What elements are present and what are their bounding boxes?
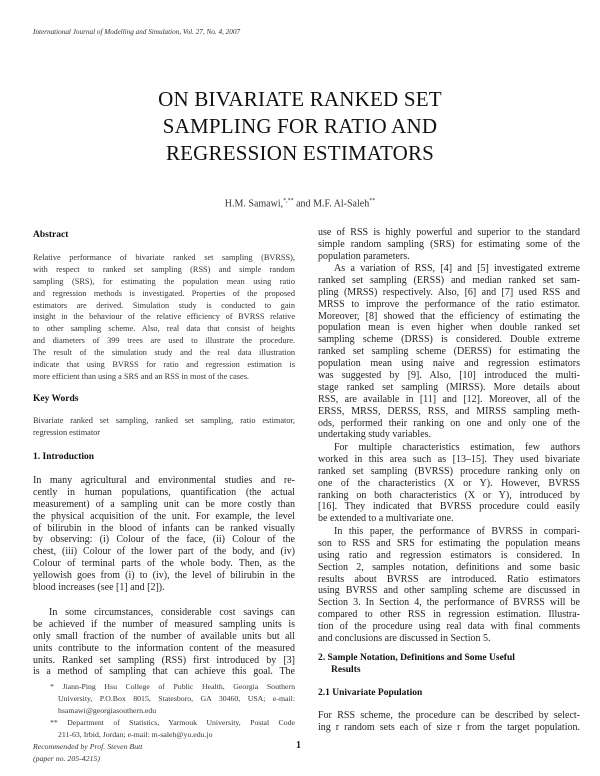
title-line: SAMPLING FOR RATIO AND [162,114,438,138]
text-line: Colour of terminal parts of the whole body. Then, as the [33,558,295,570]
text-line: population mean using naive and regression estimators [318,358,580,370]
text-line: indicate that using BVRSS for ratio and regression estimation is [33,360,295,370]
text-line: population mean is even higher when double ranked set [318,322,580,334]
text-line: pling (MRSS) respectively. Also, [6] and [7] used RSS and [318,286,580,298]
author-affiliation-mark: ** [369,198,376,204]
paragraph [318,710,580,734]
text-line: insight in the behaviour of the relative efficiency of BVRSS relative [33,312,295,322]
text-line: one of the characteristics (X or Y). However, BVRSS [318,477,580,489]
text-line: ranked set sampling (BVRSS) procedure ranking only on [318,465,580,477]
text-line: only small fraction of the number of available units but all [33,630,295,642]
text-line: more efficient than using a SRS and an RSS in most of the cases. [33,371,249,381]
text-line: ing r random sets each of size r from the target population. [318,721,580,733]
author-name: M.F. Al-Saleh [313,198,370,210]
author-affiliation-mark: *,** [283,198,294,204]
text-line: worked in this area such as [13–15]. They used bivariate [318,453,580,465]
text-line: regression estimator [33,427,101,437]
text-line: son to RSS and SRS for estimating the population means [318,537,580,549]
text-line: ranked set sampling scheme (DERSS) for estimating the [318,346,580,358]
text-line: units contribute to the information content of the measured [33,642,295,654]
text-line: of bilirubin in the blood of infants can be ranked visually [33,522,295,534]
title-line: ON BIVARIATE RANKED SET [158,87,442,111]
text-line: tion of the procedure using real data with final comments [318,621,580,633]
text-line: Section 3. In Section 4, the performance of BVRSS will be [318,597,580,609]
journal-header: International Journal of Modelling and Simulation, Vol. 27, No. 4, 2007 [33,28,241,36]
paper-title [0,86,600,167]
paragraph [318,227,580,263]
page-number: 1 [296,740,301,751]
text-line: using BVRSS and other sampling scheme are discussed in [318,585,580,597]
text-line: ranking on both characteristics (X or Y), introduced by [318,489,580,501]
footnote-line: 211-63, Irbid, Jordan; e-mail: m-saleh@yu.edu.jo [58,730,213,739]
text-line: ERSS, MRSS, DERSS, RSS, and MIRSS sampling meth- [318,405,580,417]
text-line: cently in human populations, quantification (the actual [33,486,295,498]
footnote-line: University, P.O.Box 8015, Statesboro, GA 30460, USA; e-mail: [58,694,295,703]
author-separator: and [293,198,314,210]
text-line: yellowish goes from (i) to (iv), the level of bilirubin in the [33,570,295,582]
text-line: estimators are derived. Simulation study is conducted to gain [33,300,295,310]
text-line: be achieved if the number of measured sampling units is [33,618,295,630]
text-line: was suggested by [9]. Also, [10] introduced the multi- [318,370,580,382]
text-line: undertaking study variables. [318,429,432,441]
text-line: and diameters of 399 trees are used to illustrate the procedure. [33,336,295,346]
paper-number: (paper no. 205-4215) [33,754,100,763]
footnotes [33,681,295,765]
text-line: In some circumstances, considerable cost savings can [49,607,295,618]
authors [0,198,600,209]
footnote-line: * Jiann-Ping Hsu College of Public Health, Georgia Southern [50,682,295,691]
section-heading-2 [318,652,580,676]
text-line: [16]. They indicated that BVRSS procedure could easily [318,501,580,513]
text-line: by observing: (i) Colour of the face, (ii) Colour of the [33,534,295,546]
text-line: Relative performance of bivariate ranked set sampling (BVRSS), [33,253,295,262]
text-line: and regression methods is investigated. Properties of the proposed [33,288,295,298]
text-line: be extended to a multivariate one. [318,513,454,525]
abstract-heading: Abstract [33,230,69,240]
text-line: population parameters. [318,250,410,262]
text-line: RSS, are available in [11] and [12]. Moreover, all of the [318,393,580,405]
text-line: For multiple characteristics estimation, few authors [334,442,580,453]
text-line: blood increases (see [1] and [2]). [33,582,165,594]
text-line: MRSS to improve the performance of the ratio estimator. [318,298,580,310]
keywords-text [33,415,295,439]
text-line: chest, (iii) Colour of the lower part of the body, and (iv) [33,546,295,558]
paragraph [318,442,580,525]
text-line: In many agricultural and environmental studies and re- [33,475,295,486]
text-line: Section 2, samples notation, definitions and some basic [318,561,580,573]
text-line: For RSS scheme, the procedure can be described by select- [318,710,580,721]
footnote-line: hsamawi@georgiasouthern.edu [58,706,157,715]
recommended-by: Recommended by Prof. Steven Butt [33,742,143,751]
heading-line: 2. Sample Notation, Definitions and Some Useful [318,653,515,663]
text-line: use of RSS is highly powerful and superior to the standard [318,227,580,238]
text-line: ods, performed their ranking on one and only one of the [318,417,580,429]
author-name: H.M. Samawi, [224,198,284,210]
paragraph [318,526,580,645]
text-line: to other sampling scheme. Also, real data that consist of heights [33,324,295,334]
paragraph [33,607,295,678]
text-line: The result of the simulation study and the real data illustration [33,348,295,358]
heading-line: Results [331,665,361,675]
text-line: measurement) of a sampling unit can be more costly than [33,498,295,510]
footnote-line: ** Department of Statistics, Yarmouk University, Postal Code [50,718,295,727]
text-line: using ratio and regression estimators is considered. In [318,549,580,561]
text-line: stage ranked set sampling (MIRSS). More details about [318,381,580,393]
subsection-heading-2-1: 2.1 Univariate Population [318,688,423,698]
text-line: Bivariate ranked set sampling, ranked set sampling, ratio estimator, [33,416,295,425]
text-line: sampling scheme (DRSS) is considered. Double extreme [318,334,580,346]
text-line: the physical acquisition of the unit. For example, the level [33,510,295,522]
section-heading-introduction: 1. Introduction [33,452,95,462]
text-line: Moreover, [8] showed that the efficiency of estimating the [318,310,580,322]
text-line: simple random sampling (SRS) for estimating some of the [318,238,580,250]
text-line: units. Ranked set sampling (RSS) first introduced by [3] [33,654,295,666]
paragraph [33,475,295,594]
abstract-text [33,252,295,383]
text-line: ranked set sampling (ERSS) and median ranked set sam- [318,274,580,286]
text-line: results about BVRSS are introduced. Ratio estimators [318,573,580,585]
text-line: In this paper, the performance of BVRSS in compari- [334,526,580,537]
keywords-heading: Key Words [33,394,79,404]
text-line: is a method of sampling that can achieve this goal. The [33,666,295,678]
text-line: and conclusions are discussed in Section 5. [318,633,491,645]
text-line: As a variation of RSS, [4] and [5] investigated extreme [334,263,580,274]
text-line: sampling (SRS), for estimating the population mean using ratio [33,276,295,286]
text-line: compared to other RSS in regression estimation. Illustra- [318,609,580,621]
title-line: REGRESSION ESTIMATORS [165,141,435,165]
text-line: with respect to ranked set sampling (RSS) and simple random [33,264,295,274]
paragraph [318,263,580,441]
